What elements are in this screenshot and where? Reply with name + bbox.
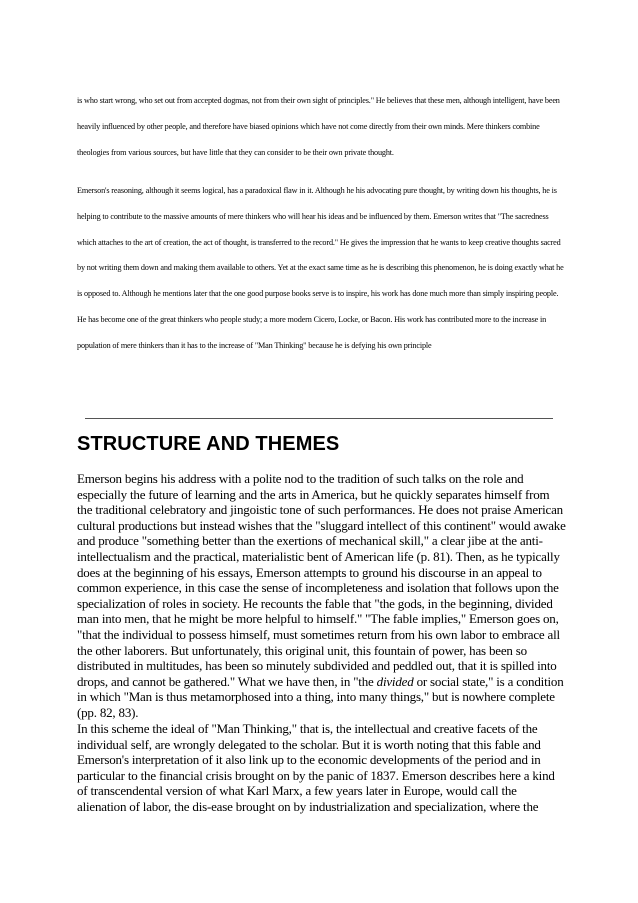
- emphasis-divided: divided: [376, 673, 414, 689]
- paragraph-text-part: Emerson begins his address with a polite nod to the tradition of such talks on the role and especially the future of learning and the arts in America, but he quickly separates himself from the traditional celebratory and jingoistic tone of such performances. He does not praise American cultural productions but instead wishes that the "sluggard intellect of this continent" would awake and produce "something better than the exertions of mechanical skill," a clear jibe at the anti-intellectualism and the practical, materialistic bent of American life (p. 81). Then, as he typically does at the beginning of his essays, Emerson attempts to ground his discourse in an appeal to common experience, in this case the sense of incompleteness and isolation that follows upon the specialization of roles in society. He recounts the fable that "the gods, in the beginning, divided man into men, that he might be more helpful to himself." "The fable implies," Emerson goes on, "that the individual to possess himself, must sometimes return from his own labor to embrace all the other laborers. But unfortunately, this original unit, this fountain of power, has been so distributed in multitudes, has been so minutely subdivided and peddled out, that it is spilled into drops, and cannot be gathered." What we have then, in "the: [77, 471, 566, 689]
- paragraph-address-opening: [77, 471, 567, 721]
- horizontal-divider: [85, 418, 553, 419]
- paragraph-text-part: or social state," is a condition in which "Man is thus metamorphosed into a thing, into many things," but is nowhere complete (pp. 82, 83).: [77, 673, 564, 720]
- section-heading: STRUCTURE AND THEMES: [77, 433, 340, 455]
- paragraph-man-thinking: In this scheme the ideal of "Man Thinking," that is, the intellectual and creative facets of the individual self, are wrongly delegated to the scholar. But it is worth noting that this fable and Emerson's interpretation of it also link up to the economic developments of the period and in particular to the financial crisis brought on by the panic of 1837. Emerson describes here a kind of transcendental version of what Karl Marx, a few years later in Europe, would call the alienation of labor, the dis-ease brought on by industrialization and specialization, where the: [77, 721, 555, 814]
- paragraph-mere-thinkers: is who start wrong, who set out from accepted dogmas, not from their own sight of principles." He believes that these men, although intelligent, have been heavily influenced by other people, and therefore have biased opinions which have not come directly from their own minds. Mere thinkers combine theologies from various sources, but have little that they can consider to be their own private thought.: [77, 96, 560, 157]
- paragraph-paradoxical-flaw: Emerson's reasoning, although it seems logical, has a paradoxical flaw in it. Although he his advocating pure thought, by writing down his thoughts, he is helping to contribute to the massive amounts of mere thinkers who will hear his ideas and be influenced by them. Emerson writes that "The sacredness which attaches to the art of creation, the act of thought, is transferred to the record." He gives the impression that he wants to keep creative thoughts sacred by not writing them down and making them available to others. Yet at the exact same time as he is describing this phenomenon, he is doing exactly what he is opposed to. Although he mentions later that the one good purpose books serve is to inspire, his work has done much more than simply inspiring people. He has become one of the great thinkers who people study; a more modern Cicero, Locke, or Bacon. His work has contributed more to the increase in population of mere thinkers than it has to the increase of "Man Thinking" because he is defying his own principle: [77, 186, 564, 350]
